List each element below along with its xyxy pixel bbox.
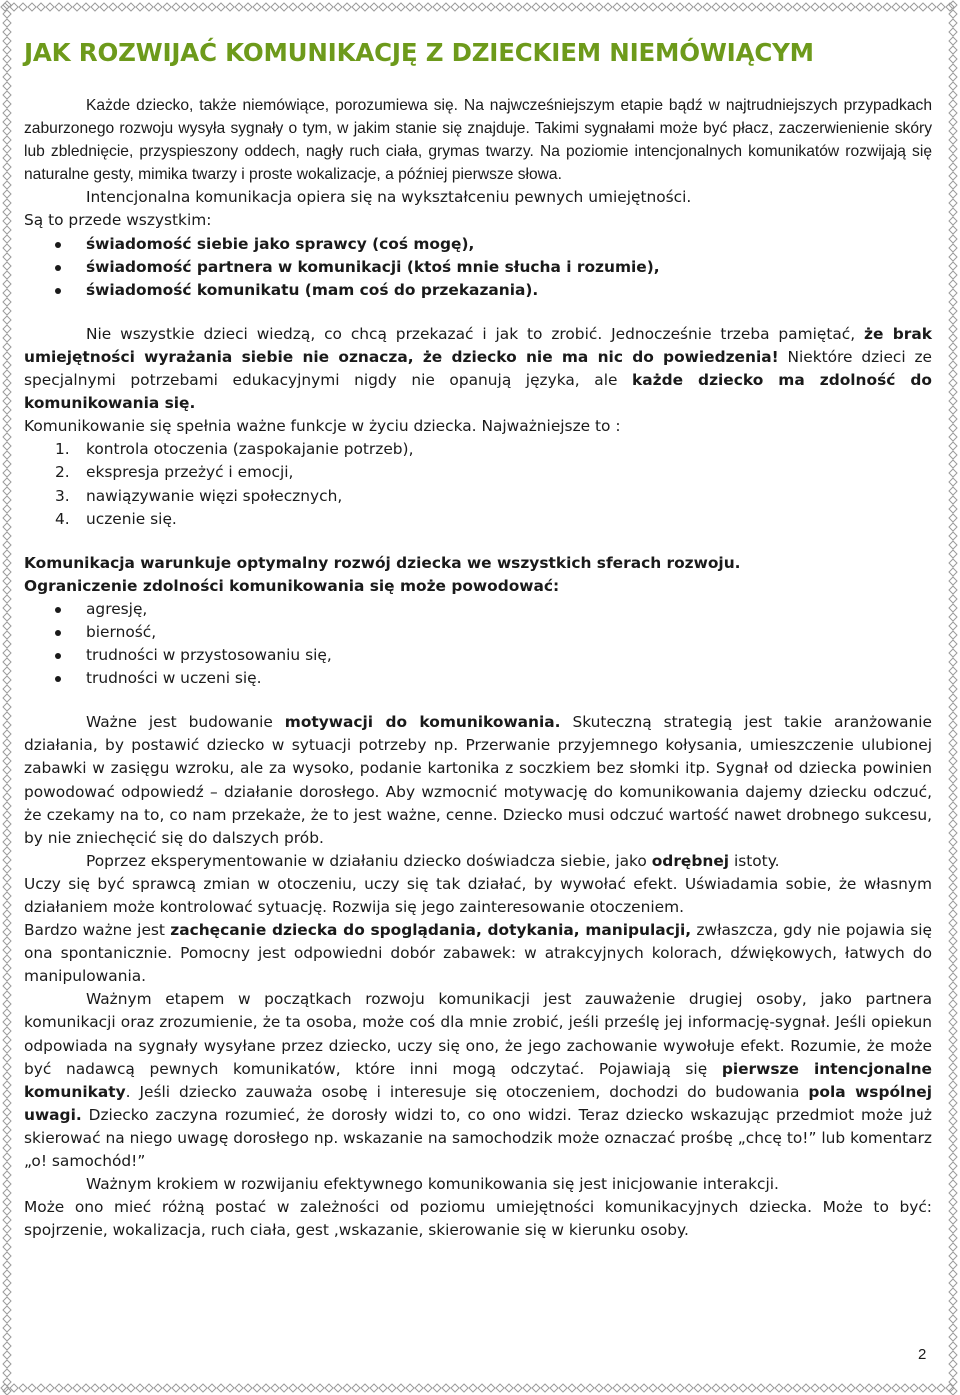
list-item: 3. nawiązywanie więzi społecznych,: [55, 486, 343, 505]
cause-paragraph: Uczy się być sprawcą zmian w otoczeniu, uczy się tak działać, by wywołać efekt. Uświadamia sobie, że własnym działaniem może kontrolować sytuację. Rozwija się jego zainteresowanie otoczeniem.: [24, 874, 932, 916]
list-item: świadomość siebie jako sprawcy (coś mogę),: [24, 233, 932, 256]
list-item: bierność,: [24, 621, 932, 644]
decorative-border-left: [0, 0, 14, 1395]
decorative-border-right: [946, 0, 960, 1395]
encourage-paragraph: Bardzo ważne jest zachęcanie dziecka do spoglądania, dotykania, manipulacji, zwłaszcza, gdy nie pojawia się ona spontanicznie. Pomocny jest odpowiedni dobór zabawek: w atrakcyjnych kolorach, dźwiękowych, łatwych do manipulowania.: [24, 921, 933, 986]
list-item: trudności w uczeni się.: [24, 667, 932, 690]
forms-paragraph: Może ono mieć różną postać w zależności od poziomu umiejętności komunikacyjnych dziecka. Może to być: spojrzenie, wokalizacja, ruch ciała, gest ,wskazanie, skierowanie się w kierunku osoby.: [24, 1198, 932, 1240]
list-item: świadomość partnera w komunikacji (ktoś mnie słucha i rozumie),: [24, 256, 932, 279]
list-item: agresję,: [24, 598, 932, 621]
experiment-paragraph: Poprzez eksperymentowanie w działaniu dziecko doświadcza siebie, jako odrębnej istoty.: [86, 851, 780, 870]
decorative-border-bottom: [0, 1381, 960, 1395]
initiation-paragraph: Ważnym krokiem w rozwijaniu efektywnego komunikowania się jest inicjowanie interakcji.: [86, 1175, 779, 1194]
list-item: świadomość komunikatu (mam coś do przekazania).: [24, 279, 932, 302]
list-item: 4. uczenie się.: [55, 509, 177, 528]
document-page: [24, 36, 932, 1242]
bold-statement-1: Komunikacja warunkuje optymalny rozwój dziecka we wszystkich sferach rozwoju.: [24, 553, 741, 572]
decorative-border-top: [0, 0, 960, 14]
intro-paragraph-2: Intencjonalna komunikacja opiera się na wykształceniu pewnych umiejętności.: [86, 188, 692, 207]
list-item: 1. kontrola otoczenia (zaspokajanie potrzeb),: [55, 440, 414, 459]
list-item: 2. ekspresja przeżyć i emocji,: [55, 463, 294, 482]
skills-list: [24, 233, 932, 302]
page-number: 2: [918, 1346, 927, 1363]
functions-list: [24, 438, 932, 530]
functions-intro: Komunikowanie się spełnia ważne funkcje w życiu dziecka. Najważniejsze to :: [24, 417, 621, 436]
motivation-paragraph: Ważne jest budowanie motywacji do komunikowania. Skuteczną strategią jest takie aranżowanie działania, by postawić dziecko w sytuacji potrzeby np. Przerwanie przyjemnego kołysania, umieszczenie ulubionej zabawki w zasięgu wzroku, ale za wysoko, podanie kartonika z soczkiem bez słomki itp. Sygnał od dziecka powinien powodować odpowiedź – działanie dorosłego. Aby wzmocnić motywację do komunikowania dajemy dziecku odczuć, że czekamy na to, co nam przekaże, że to jest ważne, cenne. Dziecko musi odczuć wartość nawet drobnego sukcesu, by nie zniechęcić się do dalszych prób.: [24, 713, 933, 847]
consequences-list: [24, 598, 932, 690]
document-title: JAK ROZWIJAĆ KOMUNIKACJĘ Z DZIECKIEM NIEMÓWIĄCYM: [24, 38, 814, 67]
milestone-paragraph: Ważnym etapem w początkach rozwoju komunikacji jest zauważenie drugiej osoby, jako partnera komunikacji oraz zrozumienie, że ta osoba, może coś dla mnie zrobić, jeśli prześlę jej informację-sygnał. Jeśli opiekun odpowiada na sygnały wysyłane przez dziecko, uczy się ono, że jego zachowanie wywołuje efekt. Rozumie, że może być nadawcą pewnych komunikatów, które inni mogą odczytać. Pojawiają się pierwsze intencjonalne komunikaty. Jeśli dziecko zauważa osobę i interesuje się otoczeniem, dochodzi do budowania pola wspólnej uwagi. Dziecko zaczyna rozumieć, że dorosły widzi to, co ono widzi. Teraz dziecko wskazując przedmiot może już skierować na niego uwagę dorosłego np. wskazanie na samochodzik może oznaczać prośbę „chcę to!” lub komentarz „o! samochód!”: [24, 990, 932, 1171]
bold-statement-2: Ograniczenie zdolności komunikowania się może powodować:: [24, 576, 560, 595]
intro-paragraph-3: Są to przede wszystkim:: [24, 211, 212, 230]
intro-paragraph: Każde dziecko, także niemówiące, porozumiewa się. Na najwcześniejszym etapie bądź w najtrudniejszych przypadkach zaburzonego rozwoju wysyła sygnały o tym, w jakim stanie się znajduje. Takimi sygnałami może być płacz, zaczerwienienie skóry lub zblednięcie, przyspieszony oddech, nagły ruch ciała, grymas twarzy. Na poziomie intencjonalnych komunikatów rozwijają się naturalne gesty, mimika twarzy i proste wokalizacje, a później pierwsze słowa.: [24, 97, 932, 184]
list-item: trudności w przystosowaniu się,: [24, 644, 932, 667]
ability-paragraph: Nie wszystkie dzieci wiedzą, co chcą przekazać i jak to zrobić. Jednocześnie trzeba pamiętać, że brak umiejętności wyrażania siebie nie oznacza, że dziecko nie ma nic do powiedzenia! Niektóre dzieci ze specjalnymi potrzebami edukacyjnymi nigdy nie opanują języka, ale każde dziecko ma zdolność do komunikowania się.: [24, 324, 932, 413]
